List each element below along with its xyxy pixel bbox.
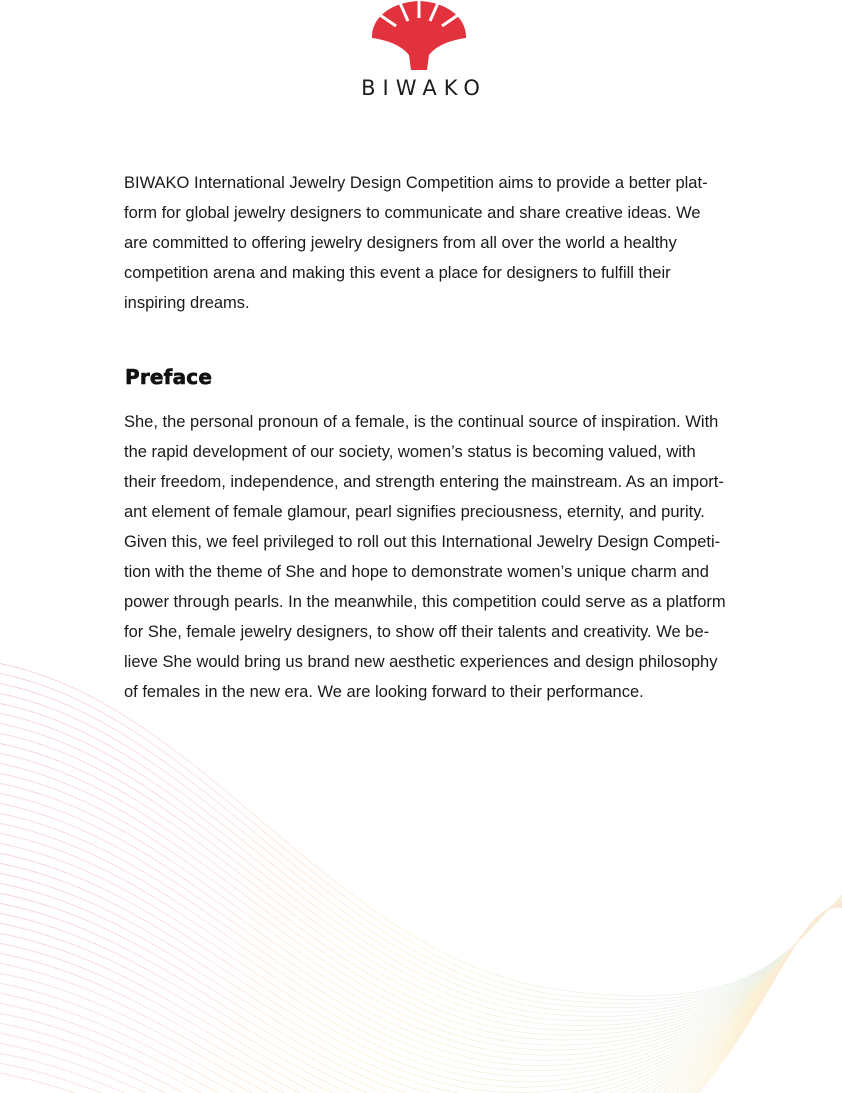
preface-heading: Preface — [125, 365, 213, 389]
intro-line: inspiring dreams. — [124, 294, 250, 312]
intro-paragraph — [124, 168, 724, 318]
wave-line — [0, 740, 842, 1030]
preface-line: She, the personal pronoun of a female, is the continual source of inspiration. With — [124, 413, 719, 431]
preface-line: power through pearls. In the meanwhile, this competition could serve as a platform — [124, 593, 726, 611]
fan-emblem-icon — [369, 0, 469, 72]
intro-line: form for global jewelry designers to communicate and share creative ideas. We — [124, 204, 701, 222]
preface-line: for She, female jewelry designers, to show off their talents and creativity. We be- — [124, 623, 710, 641]
preface-line: the rapid development of our society, women’s status is becoming valued, with — [124, 443, 696, 461]
wave-line — [0, 690, 842, 1008]
wave-line — [0, 830, 842, 1076]
intro-line: competition arena and making this event a place for designers to fulfill their — [124, 264, 671, 282]
intro-line: are committed to offering jewelry designers from all over the world a healthy — [124, 234, 677, 252]
wave-line — [0, 680, 842, 1004]
preface-line: their freedom, independence, and strength entering the mainstream. As an import- — [124, 473, 724, 491]
logo-wordmark: BIWAKO — [361, 76, 487, 100]
wave-line — [0, 700, 842, 1012]
preface-line: lieve She would bring us brand new aesthetic experiences and design philosophy — [124, 653, 718, 671]
wave-line — [0, 820, 842, 1071]
wave-line — [0, 750, 842, 1035]
document-body — [124, 168, 724, 707]
wave-line — [0, 900, 842, 1093]
wave-line — [0, 860, 842, 1093]
preface-line: of females in the new era. We are looking forward to their performance. — [124, 683, 644, 701]
intro-line: BIWAKO International Jewelry Design Competition aims to provide a better plat- — [124, 174, 708, 192]
biwako-logo — [0, 0, 842, 110]
preface-line: tion with the theme of She and hope to demonstrate women’s unique charm and — [124, 563, 709, 581]
wave-line — [0, 660, 842, 996]
wave-line — [0, 670, 842, 1000]
preface-line: ant element of female glamour, pearl signifies preciousness, eternity, and purity. — [124, 503, 705, 521]
wave-line — [0, 810, 842, 1066]
wave-line — [0, 800, 842, 1060]
wave-line — [0, 780, 842, 1050]
preface-line: Given this, we feel privileged to roll out this International Jewelry Design Competi- — [124, 533, 721, 551]
preface-paragraph — [124, 407, 724, 707]
